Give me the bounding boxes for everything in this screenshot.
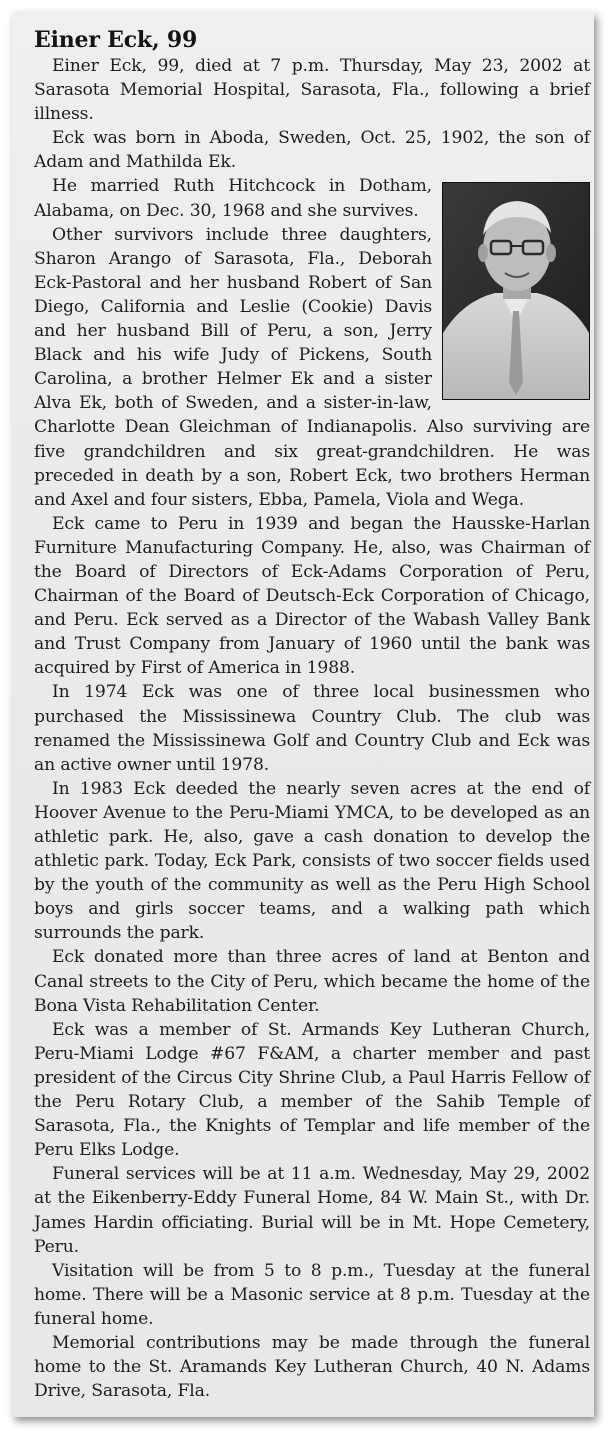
- obituary-paragraph-survivors: Other survivors include three daughters, Sharon Arango of Sarasota, Fla., Deborah Eck-Pastoral and her husband Robert of San Diego, California and Leslie (Cookie) Davis and her husband Bill of Peru, a son, Jerry Black and his wife Judy of Pickens, South Carolina, a brother Helmer Ek and a sister Alva Ek, both of Sweden, and a sister-in-law, Charlotte Dean Gleichman of Indianapolis. Also surviving are five grandchildren and six great-grandchildren. He was preceded in death by a son, Robert Eck, two brothers Herman and Axel and four sisters, Ebba, Pamela, Viola and Wega.: [34, 224, 590, 510]
- portrait-photo: [442, 182, 590, 400]
- obituary-column: [34, 26, 590, 1403]
- obituary-headline: Einer Eck, 99: [34, 27, 198, 53]
- obituary-paragraph-country-club: In 1974 Eck was one of three local businessmen who purchased the Mississinewa Country Club. The club was renamed the Mississinewa Golf and Country Club and Eck was an active owner until 1978.: [34, 682, 590, 775]
- obituary-paragraph-memorials: Memorial contributions may be made through the funeral home to the St. Aramands Key Lutheran Church, 40 N. Adams Drive, Sarasota, Fla.: [34, 1332, 590, 1402]
- obituary-paragraph-birth: Eck was born in Aboda, Sweden, Oct. 25, 1902, the son of Adam and Mathilda Ek.: [34, 128, 590, 173]
- obituary-paragraph-death: Einer Eck, 99, died at 7 p.m. Thursday, May 23, 2002 at Sarasota Memorial Hospital, Sarasota, Fla., following a brief illness.: [34, 56, 590, 125]
- obituary-paragraph-marriage: He married Ruth Hitchcock in Dotham, Alabama, on Dec. 30, 1968 and she survives.: [34, 176, 432, 221]
- obituary-paragraph-career: Eck came to Peru in 1939 and began the Hausske-Harlan Furniture Manufacturing Company. He, also, was Chairman of the Board of Directors of Eck-Adams Corporation of Peru, Chairman of the Board of Deutsch-Eck Corporation of Chicago, and Peru. Eck served as a Director of the Wabash Valley Bank and Trust Company from January of 1960 until the bank was acquired by First of America in 1988.: [34, 513, 590, 679]
- obituary-paragraph-memberships: Eck was a member of St. Armands Key Lutheran Church, Peru-Miami Lodge #67 F&AM, a charter member and past president of the Circus City Shrine Club, a Paul Harris Fellow of the Peru Rotary Club, a member of the Sahib Temple of Sarasota, Fla., the Knights of Templar and life member of the Peru Elks Lodge.: [34, 1019, 590, 1161]
- obituary-paragraph-land-donation: Eck donated more than three acres of land at Benton and Canal streets to the City of Peru, which became the home of the Bona Vista Rehabilitation Center.: [34, 947, 590, 1016]
- obituary-paragraph-visitation: Visitation will be from 5 to 8 p.m., Tuesday at the funeral home. There will be a Masonic service at 8 p.m. Tuesday at the funeral home.: [34, 1260, 590, 1329]
- obituary-paragraph-eck-park: In 1983 Eck deeded the nearly seven acres at the end of Hoover Avenue to the Peru-Miami YMCA, to be developed as an athletic park. He, also, gave a cash donation to develop the athletic park. Today, Eck Park, consists of two soccer fields used by the youth of the community as well as the Peru High School boys and girls soccer teams, and a walking path which surrounds the park.: [34, 778, 590, 944]
- obituary-paragraph-funeral: Funeral services will be at 11 a.m. Wednesday, May 29, 2002 at the Eikenberry-Eddy Funeral Home, 84 W. Main St., with Dr. James Hardin officiating. Burial will be in Mt. Hope Cemetery, Peru.: [34, 1164, 590, 1257]
- newspaper-clipping: [12, 12, 594, 1417]
